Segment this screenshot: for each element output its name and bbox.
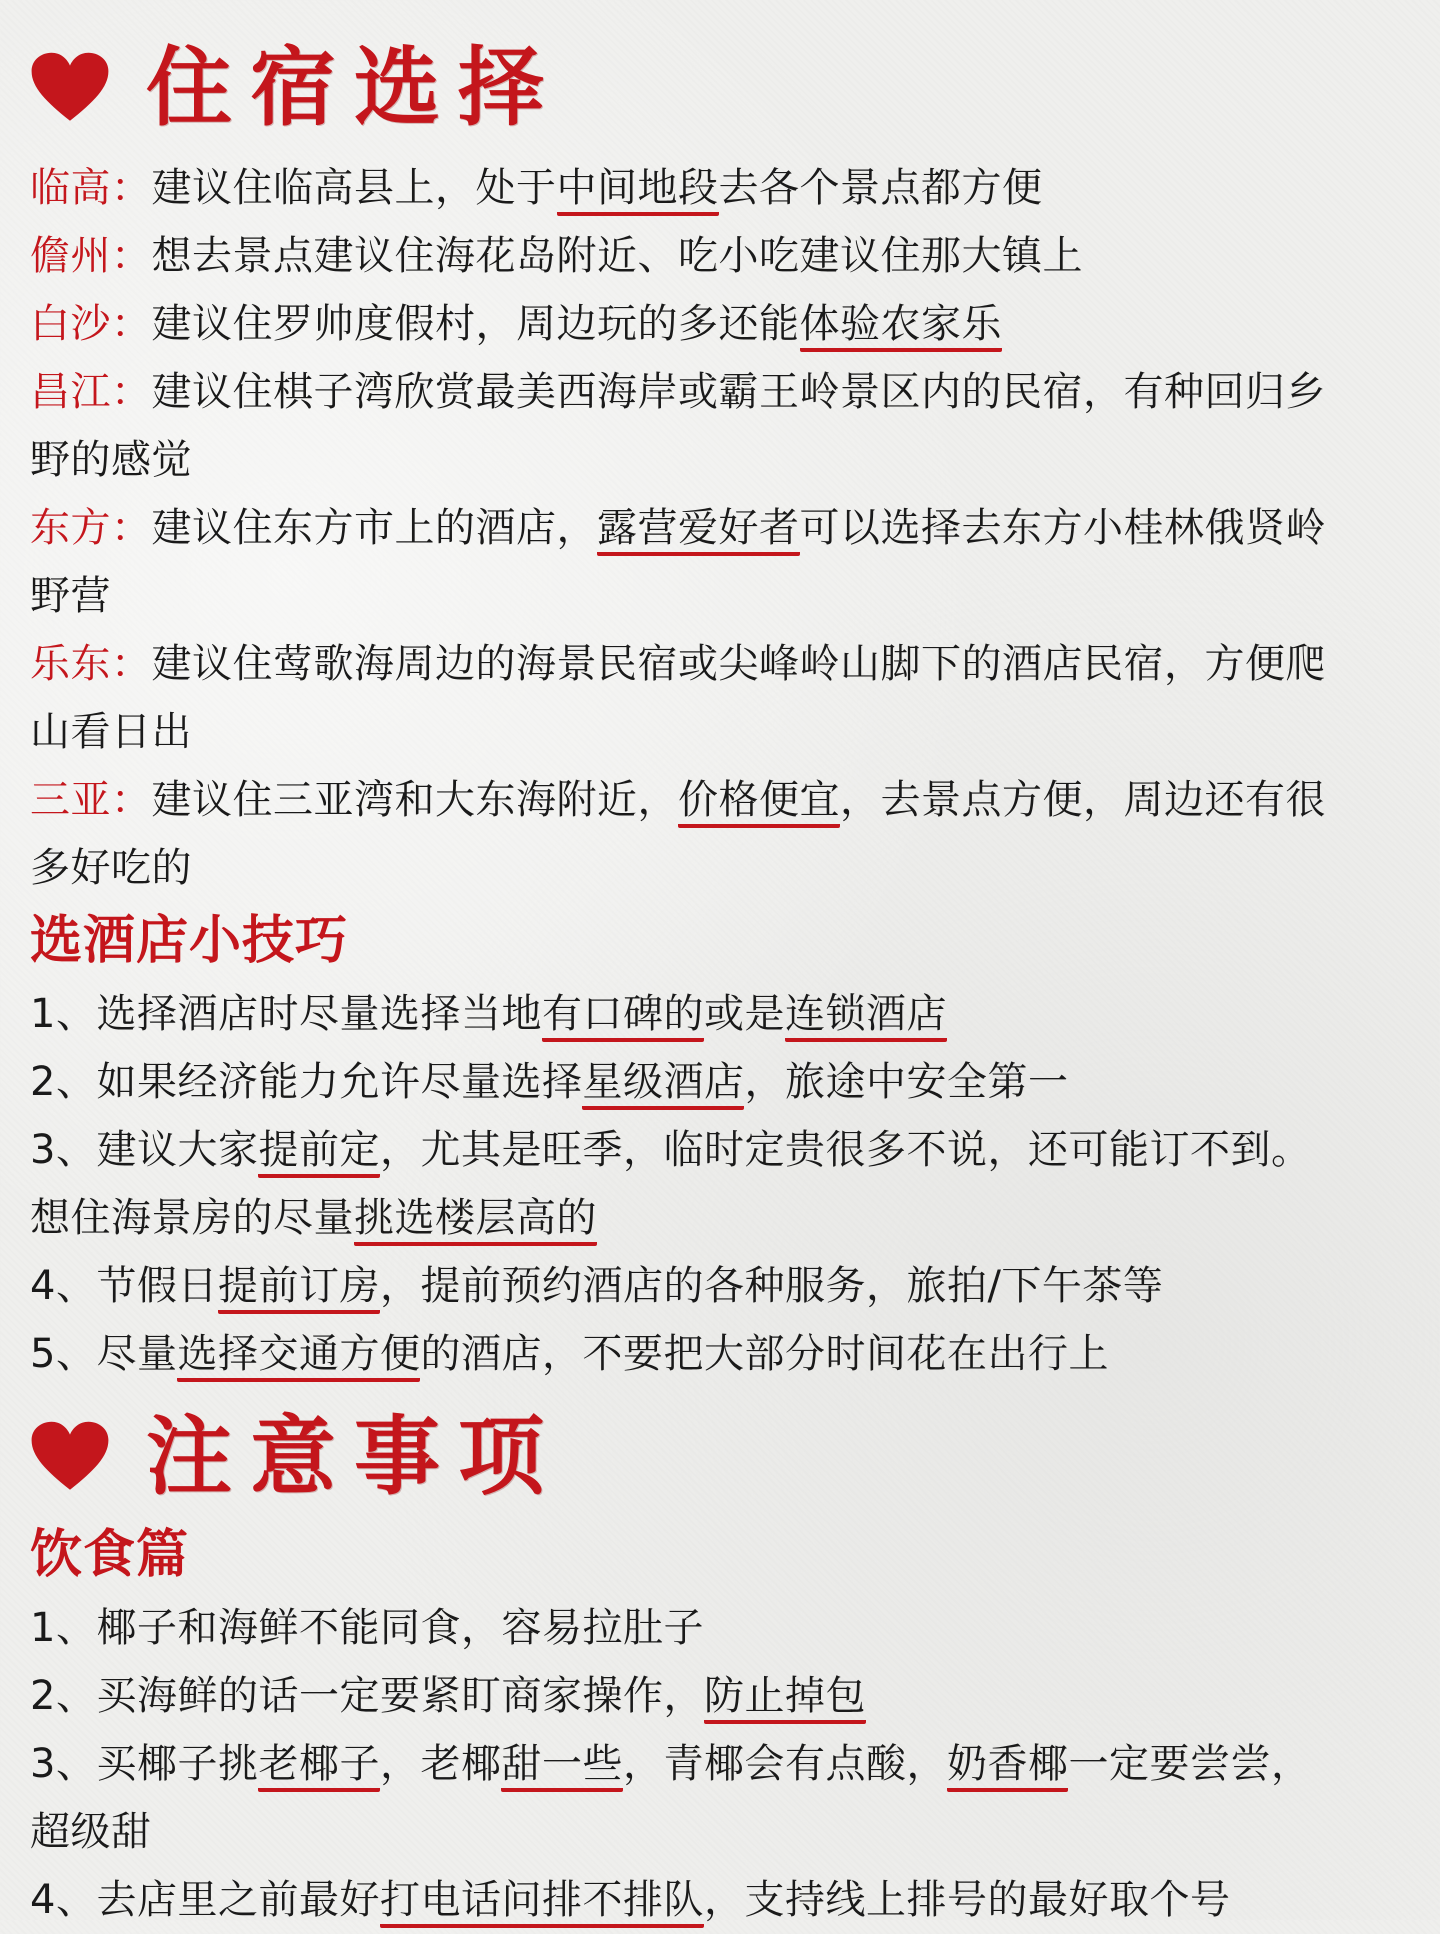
highlight-text: 老椰子 — [258, 1741, 380, 1792]
city-text: ，去景点方便，周边还有很 — [840, 777, 1326, 823]
tip-text: 一定要尝尝， — [1068, 1741, 1312, 1787]
tip-text: 3、买椰子挑 — [30, 1741, 259, 1787]
highlight-text: 价格便宜 — [678, 777, 840, 828]
list-item — [30, 980, 1412, 1048]
highlight-text: 有口碑的 — [542, 991, 704, 1042]
tip-text: ，青椰会有点酸， — [622, 1741, 947, 1787]
city-item-ledong-cont: 山看日出 — [30, 709, 192, 755]
city-name: 儋州： — [30, 233, 152, 279]
heart-icon — [30, 1421, 110, 1493]
tip-text: 5、尽量 — [30, 1331, 178, 1377]
section-title-notes: 注意事项 — [146, 1406, 562, 1507]
tip-text: ，提前预约酒店的各种服务，旅拍/下午茶等 — [379, 1263, 1164, 1309]
highlight-text: 提前定 — [258, 1127, 380, 1178]
city-name: 白沙： — [30, 301, 152, 347]
heart-icon — [30, 52, 110, 124]
city-name: 临高： — [30, 165, 152, 211]
highlight-text: 体验农家乐 — [800, 301, 1003, 352]
city-item-danzhou — [30, 222, 1412, 290]
highlight-text: 中间地段 — [557, 165, 719, 216]
list-item — [30, 1116, 1412, 1184]
city-item-dongfang — [30, 494, 1412, 562]
list-item — [30, 1252, 1412, 1320]
city-item-sanya-cont: 多好吃的 — [30, 845, 192, 891]
city-item-sanya — [30, 766, 1412, 834]
city-text: 想去景点建议住海花岛附近、吃小吃建议住那大镇上 — [151, 233, 1083, 279]
tip-text: ，支持线上排号的最好取个号 — [703, 1877, 1231, 1923]
tip-text: 1、选择酒店时尽量选择当地 — [30, 991, 542, 1037]
hotel-tips-list — [30, 980, 1412, 1388]
hotel-tips-title: 选酒店小技巧 — [30, 911, 349, 971]
tip-text: 1、椰子和海鲜不能同食，容易拉肚子 — [30, 1605, 704, 1651]
city-name: 三亚： — [30, 777, 152, 823]
city-item-baisha — [30, 290, 1412, 358]
highlight-text: 连锁酒店 — [785, 991, 947, 1042]
city-list — [30, 154, 1412, 902]
city-item-dongfang-cont: 野营 — [30, 573, 111, 619]
highlight-text: 提前订房 — [218, 1263, 380, 1314]
highlight-text: 防止掉包 — [704, 1673, 866, 1724]
section-header-notes — [30, 1398, 1412, 1516]
list-item — [30, 1730, 1412, 1798]
highlight-text: 选择交通方便 — [177, 1331, 420, 1382]
highlight-text: 挑选楼层高的 — [354, 1195, 597, 1246]
city-name: 昌江： — [30, 369, 152, 415]
tip-text: 想住海景房的尽量 — [30, 1195, 354, 1241]
food-list — [30, 1594, 1412, 1934]
tip-text: ，旅途中安全第一 — [744, 1059, 1069, 1105]
highlight-text: 露营爱好者 — [597, 505, 800, 556]
tip-text: ，尤其是旺季，临时定贵很多不说，还可能订不到。 — [379, 1127, 1312, 1173]
tip-text: 超级甜 — [30, 1809, 152, 1855]
city-name: 乐东： — [30, 641, 152, 687]
tip-text: 4、节假日 — [30, 1263, 218, 1309]
section-header-accommodation — [30, 22, 1412, 154]
city-item-changjiang-cont: 野的感觉 — [30, 437, 192, 483]
tip-text: 或是 — [703, 991, 785, 1037]
highlight-text: 奶香椰 — [947, 1741, 1069, 1792]
list-item — [30, 1048, 1412, 1116]
city-name: 东方： — [30, 505, 152, 551]
list-item — [30, 1662, 1412, 1730]
list-item — [30, 1320, 1412, 1388]
tip-text: 的酒店，不要把大部分时间花在出行上 — [420, 1331, 1109, 1377]
highlight-text: 打电话问排不排队 — [380, 1877, 704, 1928]
highlight-text: 星级酒店 — [582, 1059, 744, 1110]
city-text: 去各个景点都方便 — [718, 165, 1043, 211]
city-text: 建议住罗帅度假村，周边玩的多还能 — [151, 301, 800, 347]
list-item — [30, 1866, 1412, 1934]
city-item-ledong — [30, 630, 1412, 698]
highlight-text: 甜一些 — [501, 1741, 623, 1792]
food-title: 饮食篇 — [30, 1525, 190, 1585]
section-title-accommodation: 住宿选择 — [146, 37, 562, 138]
city-text: 建议住临高县上，处于 — [151, 165, 557, 211]
city-item-lingao — [30, 154, 1412, 222]
city-item-changjiang — [30, 358, 1412, 426]
tip-text: 2、如果经济能力允许尽量选择 — [30, 1059, 583, 1105]
list-item — [30, 1594, 1412, 1662]
list-item — [30, 1184, 1412, 1252]
tip-text: 4、去店里之前最好 — [30, 1877, 380, 1923]
city-text: 建议住莺歌海周边的海景民宿或尖峰岭山脚下的酒店民宿，方便爬 — [151, 641, 1326, 687]
city-text: 建议住东方市上的酒店， — [151, 505, 597, 551]
city-text: 可以选择去东方小桂林俄贤岭 — [799, 505, 1326, 551]
list-item — [30, 1798, 1412, 1866]
tip-text: 2、买海鲜的话一定要紧盯商家操作， — [30, 1673, 704, 1719]
tip-text: ，老椰 — [379, 1741, 502, 1787]
city-text: 建议住棋子湾欣赏最美西海岸或霸王岭景区内的民宿，有种回归乡 — [151, 369, 1326, 415]
city-text: 建议住三亚湾和大东海附近， — [151, 777, 678, 823]
tip-text: 3、建议大家 — [30, 1127, 259, 1173]
